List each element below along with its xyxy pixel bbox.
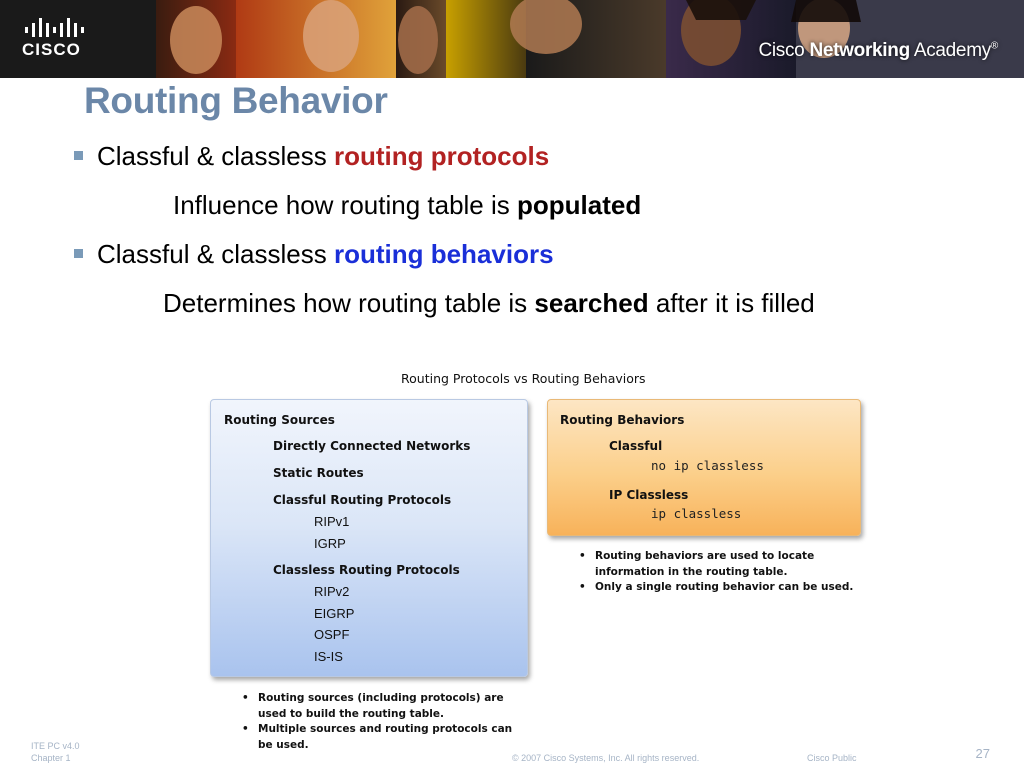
list-item: • Multiple sources and routing protocols can be used. xyxy=(238,722,528,753)
bullet-text: Classful & classless xyxy=(97,239,334,269)
sub-point-bold: searched xyxy=(534,288,649,318)
bullet-highlight: routing protocols xyxy=(333,141,550,171)
protocol-ripv1: RIPv1 xyxy=(314,514,350,529)
academy-suffix: Academy xyxy=(909,40,991,61)
bullet-marker xyxy=(74,151,83,160)
footer-course: ITE PC v4.0 xyxy=(31,741,80,751)
source-classful: Classful Routing Protocols xyxy=(273,493,452,507)
bullet-behaviors xyxy=(74,239,554,270)
photo-collage-image xyxy=(156,0,1024,78)
behavior-classful: Classful xyxy=(609,439,663,453)
protocol-ospf: OSPF xyxy=(314,627,350,642)
list-item: • Routing sources (including protocols) are used to build the routing table. xyxy=(238,691,528,722)
source-direct: Directly Connected Networks xyxy=(273,439,471,453)
source-static: Static Routes xyxy=(273,466,364,480)
slide-title: Routing Behavior xyxy=(84,80,388,121)
registered-mark: ® xyxy=(990,40,998,52)
sub-point-tail: after it is filled xyxy=(648,288,815,318)
routing-behaviors-panel xyxy=(547,399,861,536)
academy-brand xyxy=(758,40,998,62)
sub-point-populated xyxy=(173,190,641,220)
source-classless: Classless Routing Protocols xyxy=(273,563,460,577)
list-item: • Routing behaviors are used to locate information in the routing table. xyxy=(575,549,865,580)
behavior-ip-classless: IP Classless xyxy=(609,488,689,502)
behaviors-heading: Routing Behaviors xyxy=(560,413,685,427)
academy-prefix: Cisco xyxy=(758,40,810,61)
figure-title: Routing Protocols vs Routing Behaviors xyxy=(401,371,646,386)
sub-point-text: Determines how routing table is xyxy=(163,288,535,318)
sub-point-searched xyxy=(163,288,903,318)
protocol-eigrp: EIGRP xyxy=(314,606,355,621)
bullet-protocols xyxy=(74,141,549,172)
cmd-no-ip-classless: no ip classless xyxy=(651,458,764,473)
footer-chapter: Chapter 1 xyxy=(31,753,71,763)
cisco-logo xyxy=(0,0,156,78)
protocol-igrp: IGRP xyxy=(314,536,346,551)
sub-point-text: Influence how routing table is xyxy=(173,190,517,220)
sub-point-bold: populated xyxy=(517,190,642,220)
sources-notes xyxy=(238,691,528,753)
bullet-highlight: routing behaviors xyxy=(333,239,554,269)
routing-sources-panel xyxy=(210,399,528,677)
photo-collage xyxy=(156,0,1024,78)
bullet-text: Classful & classless xyxy=(97,141,334,171)
header-banner xyxy=(0,0,1024,78)
protocol-isis: IS-IS xyxy=(314,649,343,664)
list-item: • Only a single routing behavior can be used. xyxy=(575,580,865,596)
cisco-logo-text: CISCO xyxy=(22,40,81,59)
bullet-marker xyxy=(74,249,83,258)
footer-classification: Cisco Public xyxy=(807,753,857,763)
cisco-bars-icon xyxy=(24,18,88,38)
behaviors-notes xyxy=(575,549,865,596)
cmd-ip-classless: ip classless xyxy=(651,506,742,521)
protocol-ripv2: RIPv2 xyxy=(314,584,350,599)
sources-heading: Routing Sources xyxy=(224,413,335,427)
footer-copyright: © 2007 Cisco Systems, Inc. All rights reserved. xyxy=(512,753,700,763)
page-number: 27 xyxy=(975,746,990,761)
academy-bold: Networking xyxy=(809,40,910,61)
